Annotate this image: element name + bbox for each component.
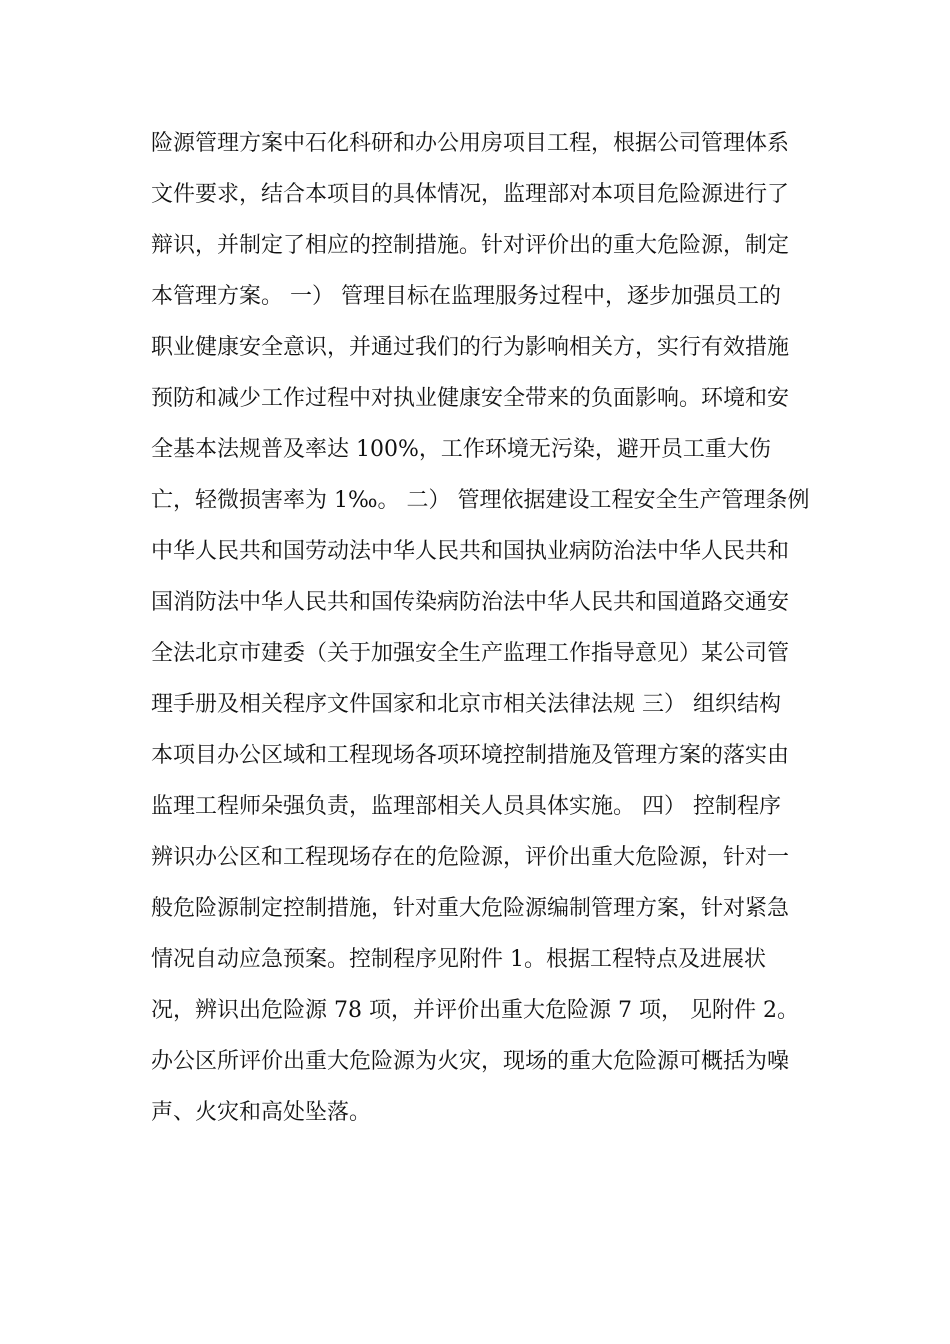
text-line-12: 理手册及相关程序文件国家和北京市相关法律法规 三） 组织结构 bbox=[151, 692, 781, 717]
text-line-5: 职业健康安全意识，并通过我们的行为影响相关方，实行有效措施 bbox=[151, 335, 790, 360]
text-line-18: 况，辨识出危险源 78 项，并评价出重大危险源 7 项， 见附件 2。 bbox=[151, 998, 799, 1023]
text-line-11: 全法北京市建委（关于加强安全生产监理工作指导意见）某公司管 bbox=[151, 641, 790, 666]
text-line-7: 全基本法规普及率达 100%，工作环境无污染，避开员工重大伤 bbox=[151, 437, 771, 462]
text-line-19: 办公区所评价出重大危险源为火灾，现场的重大危险源可概括为噪 bbox=[151, 1049, 790, 1074]
body-text bbox=[151, 118, 811, 1138]
text-line-1: 险源管理方案中石化科研和办公用房项目工程，根据公司管理体系 bbox=[151, 131, 790, 156]
text-line-20: 声、火灾和高处坠落。 bbox=[151, 1100, 372, 1125]
text-line-16: 般危险源制定控制措施，针对重大危险源编制管理方案，针对紧急 bbox=[151, 896, 790, 921]
text-line-6: 预防和减少工作过程中对执业健康安全带来的负面影响。环境和安 bbox=[151, 386, 790, 411]
text-line-8: 亡，轻微损害率为 1‰。 二） 管理依据建设工程安全生产管理条例 bbox=[151, 488, 810, 513]
text-line-13: 本项目办公区域和工程现场各项环境控制措施及管理方案的落实由 bbox=[151, 743, 790, 768]
text-line-9: 中华人民共和国劳动法中华人民共和国执业病防治法中华人民共和 bbox=[151, 539, 790, 564]
text-line-15: 辨识办公区和工程现场存在的危险源，评价出重大危险源，针对一 bbox=[151, 845, 790, 870]
text-line-4: 本管理方案。 一） 管理目标在监理服务过程中，逐步加强员工的 bbox=[151, 284, 781, 309]
text-line-17: 情况自动应急预案。控制程序见附件 1。根据工程特点及进展状 bbox=[151, 947, 766, 972]
text-line-3: 辩识，并制定了相应的控制措施。针对评价出的重大危险源，制定 bbox=[151, 233, 790, 258]
text-line-10: 国消防法中华人民共和国传染病防治法中华人民共和国道路交通安 bbox=[151, 590, 790, 615]
text-line-2: 文件要求，结合本项目的具体情况，监理部对本项目危险源进行了 bbox=[151, 182, 790, 207]
text-line-14: 监理工程师朵强负责，监理部相关人员具体实施。 四） 控制程序 bbox=[151, 794, 781, 819]
